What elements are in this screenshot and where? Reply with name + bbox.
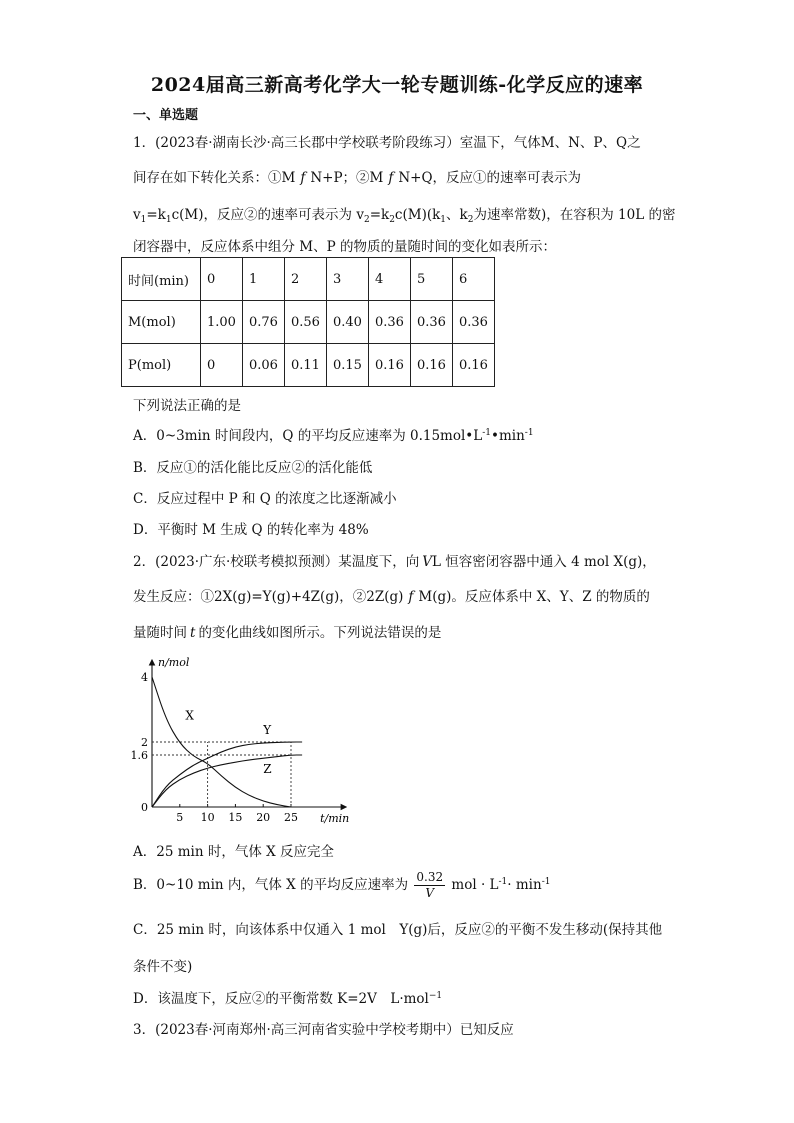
table-cell: 0.16 (453, 344, 495, 387)
section-heading: 一、单选题 (133, 108, 199, 123)
table-cell: 0.11 (285, 344, 327, 387)
y-tick-label: 1.6 (130, 749, 148, 762)
table-cell: 6 (453, 258, 495, 301)
table-cell: 3 (327, 258, 369, 301)
q2-option-a: A．25 min 时，气体 X 反应完全 (133, 844, 335, 860)
table-cell: 0.40 (327, 301, 369, 344)
q2-line1: 2．(2023·广东·校联考模拟预测）某温度下，向 VL 恒容密闭容器中通入 4 mol X(g)， (133, 554, 656, 570)
table-cell: 1 (243, 258, 285, 301)
x-tick-label: 25 (284, 811, 298, 824)
q1-option-b: B．反应①的活化能比反应②的活化能低 (133, 460, 373, 476)
fraction: $\frac{0.32}{V}$ (416, 870, 444, 900)
table-cell: 0 (201, 258, 243, 301)
table-cell: 0.15 (327, 344, 369, 387)
table-cell: 0.06 (243, 344, 285, 387)
q2-line2: 发生反应：①2X(g)=Y(g)+4Z(g)，②2Z(g) f M(g)。反应体系中 X、Y、Z 的物质的 (133, 589, 650, 605)
y-tick-label: 4 (141, 671, 148, 684)
q1-line1: 1．(2023春·湖南长沙·高三长郡中学校联考阶段练习）室温下，气体M、N、P、Q之 (133, 135, 641, 151)
table-cell: 0.16 (411, 344, 453, 387)
table-cell: 时间(min) (122, 258, 201, 301)
page-title: 2024届高三新高考化学大一轮专题训练-化学反应的速率 (150, 74, 644, 96)
q2-option-b: B．0~10 min 内，气体 X 的平均反应速率为 $\frac{0.32}{V}$ mol · $L^{-1}\cdot \min^{-1}$ (133, 870, 551, 900)
y-tick-label: 0 (141, 801, 148, 814)
table-cell: 5 (411, 258, 453, 301)
q1-line2: 间存在如下转化关系：①M f N+P；②M f N+Q，反应①的速率可表示为 (133, 170, 582, 186)
q2-option-d: D．该温度下，反应②的平衡常数 K=2V L·mol$^{-1}$ (133, 991, 443, 1007)
q2-option-c-line2: 条件不变) (133, 959, 193, 975)
table-cell: 0.16 (369, 344, 411, 387)
table-row (122, 344, 495, 387)
q1-prompt: 下列说法正确的是 (133, 398, 241, 414)
q2-option-c-line1: C．25 min 时，向该体系中仅通入 1 mol Y(g)后，反应②的平衡不发生移动(保持其他 (133, 922, 663, 938)
q1-data-table (121, 257, 495, 387)
series-label-x: X (185, 708, 194, 723)
x-axis-label: t/min (320, 812, 350, 825)
q1-option-c: C．反应过程中 P 和 Q 的浓度之比逐渐减小 (133, 491, 397, 507)
q1-line3: $v_1=k_1c(M)$，反应②的速率可表示为 $v_2=k_2c(M)(k_1$、$k_2$为速率常数)，在容积为 10L 的密 (133, 207, 676, 225)
table-cell: M(mol) (122, 301, 201, 344)
table-cell: 0.36 (453, 301, 495, 344)
y-axis-label: n/mol (158, 656, 190, 669)
table-cell: 0.36 (369, 301, 411, 344)
table-cell: 0.36 (411, 301, 453, 344)
table-cell: 1.00 (201, 301, 243, 344)
q2-line-chart (130, 652, 366, 832)
x-tick-label: 10 (200, 811, 215, 824)
table-cell: 0 (201, 344, 243, 387)
x-tick-label: 5 (176, 811, 184, 824)
q2-line3: 量随时间 t 的变化曲线如图所示。下列说法错误的是 (133, 625, 442, 641)
table-cell: 0.76 (243, 301, 285, 344)
x-tick-label: 20 (256, 811, 271, 824)
series-label-y: Y (263, 722, 272, 737)
table-cell: 4 (369, 258, 411, 301)
series-line-y (152, 742, 302, 807)
q1-option-a: A．0~3min 时间段内，Q 的平均反应速率为 $0.15mol•L^{-1}•\min^{-1}$ (133, 428, 534, 444)
y-tick-label: 2 (141, 736, 148, 749)
table-cell: 2 (285, 258, 327, 301)
x-tick-label: 15 (228, 811, 243, 824)
table-cell: 0.56 (285, 301, 327, 344)
q3-line1: 3．(2023春·河南郑州·高三河南省实验中学校考期中）已知反应 (133, 1022, 514, 1038)
series-label-z: Z (263, 761, 272, 776)
table-cell: P(mol) (122, 344, 201, 387)
q1-option-d: D．平衡时 M 生成 Q 的转化率为 48% (133, 522, 369, 538)
table-row (122, 258, 495, 301)
table-row (122, 301, 495, 344)
q1-line4: 闭容器中，反应体系中组分 M、P 的物质的量随时间的变化如表所示： (133, 239, 556, 255)
